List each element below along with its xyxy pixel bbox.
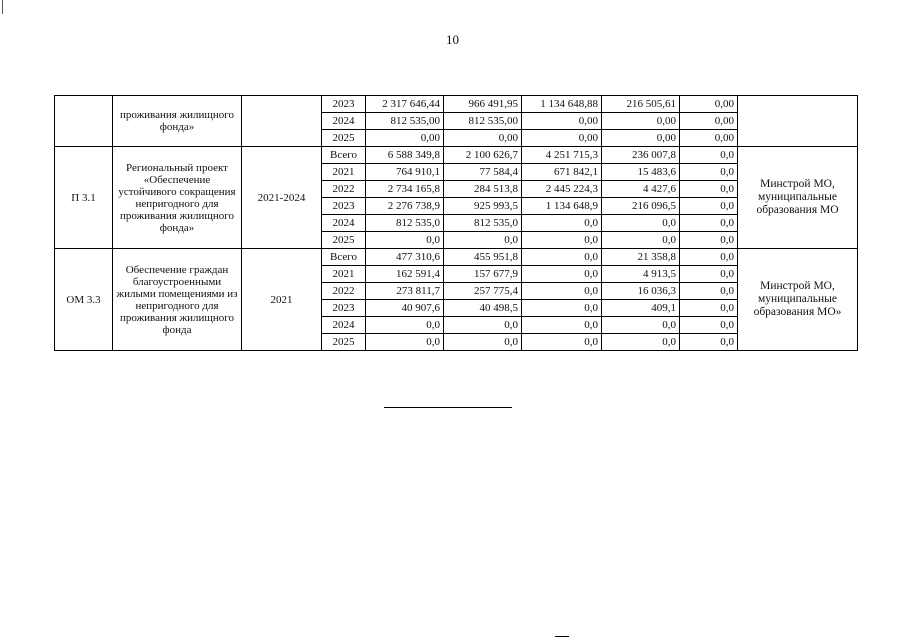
- other-cell: 0,0: [680, 181, 738, 198]
- total-cell: 2 317 646,44: [366, 96, 444, 113]
- year-cell: 2025: [322, 130, 366, 147]
- year-cell: 2025: [322, 334, 366, 351]
- footer-mark: [555, 636, 569, 637]
- regional-cell: 0,0: [522, 215, 602, 232]
- total-cell: 2 734 165,8: [366, 181, 444, 198]
- federal-cell: 284 513,8: [444, 181, 522, 198]
- federal-cell: 157 677,9: [444, 266, 522, 283]
- other-cell: 0,00: [680, 130, 738, 147]
- regional-cell: 1 134 648,9: [522, 198, 602, 215]
- table-row: [55, 96, 858, 113]
- year-cell: 2021: [322, 164, 366, 181]
- municipal-cell: 216 505,61: [602, 96, 680, 113]
- total-cell: 0,0: [366, 232, 444, 249]
- regional-cell: 4 251 715,3: [522, 147, 602, 164]
- other-cell: 0,0: [680, 283, 738, 300]
- year-cell: 2021: [322, 266, 366, 283]
- regional-cell: 0,0: [522, 266, 602, 283]
- regional-cell: 2 445 224,3: [522, 181, 602, 198]
- municipal-cell: 21 358,8: [602, 249, 680, 266]
- year-cell: Всего: [322, 249, 366, 266]
- municipal-cell: 4 913,5: [602, 266, 680, 283]
- other-cell: 0,0: [680, 232, 738, 249]
- other-cell: 0,00: [680, 113, 738, 130]
- table-body: [55, 96, 858, 351]
- row-period-cell: 2021: [242, 249, 322, 351]
- other-cell: 0,0: [680, 334, 738, 351]
- other-cell: 0,00: [680, 96, 738, 113]
- regional-cell: 1 134 648,88: [522, 96, 602, 113]
- row-name-cell: Обеспечение граждан благоустроенными жилыми помещениями из непригодного для проживания жилищного фонда: [113, 249, 242, 351]
- year-cell: 2024: [322, 317, 366, 334]
- total-cell: 0,0: [366, 334, 444, 351]
- year-cell: 2022: [322, 181, 366, 198]
- total-cell: 764 910,1: [366, 164, 444, 181]
- other-cell: 0,0: [680, 300, 738, 317]
- federal-cell: 455 951,8: [444, 249, 522, 266]
- regional-cell: 0,0: [522, 283, 602, 300]
- regional-cell: 0,0: [522, 317, 602, 334]
- total-cell: 6 588 349,8: [366, 147, 444, 164]
- other-cell: 0,0: [680, 249, 738, 266]
- year-cell: 2023: [322, 96, 366, 113]
- total-cell: 812 535,00: [366, 113, 444, 130]
- municipal-cell: 0,00: [602, 113, 680, 130]
- scan-edge-mark: [2, 0, 3, 14]
- table-row: [55, 147, 858, 164]
- other-cell: 0,0: [680, 164, 738, 181]
- other-cell: 0,0: [680, 215, 738, 232]
- year-cell: 2025: [322, 232, 366, 249]
- budget-table: [54, 95, 858, 351]
- total-cell: 0,0: [366, 317, 444, 334]
- federal-cell: 812 535,0: [444, 215, 522, 232]
- year-cell: Всего: [322, 147, 366, 164]
- row-name-cell: Региональный проект «Обеспечение устойчивого сокращения непригодного для проживания жилищного фонда»: [113, 147, 242, 249]
- other-cell: 0,0: [680, 266, 738, 283]
- regional-cell: 0,0: [522, 249, 602, 266]
- municipal-cell: 216 096,5: [602, 198, 680, 215]
- federal-cell: 0,0: [444, 317, 522, 334]
- year-cell: 2024: [322, 113, 366, 130]
- other-cell: 0,0: [680, 147, 738, 164]
- row-code-cell: [55, 96, 113, 147]
- other-cell: 0,0: [680, 198, 738, 215]
- federal-cell: 0,0: [444, 232, 522, 249]
- table-row: [55, 249, 858, 266]
- executor-cell: [738, 96, 858, 147]
- federal-cell: 0,00: [444, 130, 522, 147]
- regional-cell: 671 842,1: [522, 164, 602, 181]
- year-cell: 2024: [322, 215, 366, 232]
- federal-cell: 812 535,00: [444, 113, 522, 130]
- municipal-cell: 16 036,3: [602, 283, 680, 300]
- federal-cell: 77 584,4: [444, 164, 522, 181]
- federal-cell: 257 775,4: [444, 283, 522, 300]
- federal-cell: 925 993,5: [444, 198, 522, 215]
- municipal-cell: 236 007,8: [602, 147, 680, 164]
- executor-cell: Минстрой МО, муниципальные образования МО: [738, 147, 858, 249]
- row-period-cell: [242, 96, 322, 147]
- federal-cell: 966 491,95: [444, 96, 522, 113]
- page-number: 10: [446, 32, 459, 47]
- municipal-cell: 0,0: [602, 215, 680, 232]
- executor-cell: Минстрой МО, муниципальные образования МО»: [738, 249, 858, 351]
- municipal-cell: 15 483,6: [602, 164, 680, 181]
- total-cell: 273 811,7: [366, 283, 444, 300]
- total-cell: 2 276 738,9: [366, 198, 444, 215]
- row-code-cell: П 3.1: [55, 147, 113, 249]
- regional-cell: 0,0: [522, 232, 602, 249]
- total-cell: 40 907,6: [366, 300, 444, 317]
- year-cell: 2023: [322, 198, 366, 215]
- row-code-cell: ОМ 3.3: [55, 249, 113, 351]
- total-cell: 0,00: [366, 130, 444, 147]
- year-cell: 2022: [322, 283, 366, 300]
- total-cell: 162 591,4: [366, 266, 444, 283]
- year-cell: 2023: [322, 300, 366, 317]
- municipal-cell: 0,0: [602, 334, 680, 351]
- municipal-cell: 0,0: [602, 232, 680, 249]
- end-divider-line: [384, 407, 512, 408]
- row-name-cell: проживания жилищного фонда»: [113, 96, 242, 147]
- regional-cell: 0,0: [522, 334, 602, 351]
- federal-cell: 0,0: [444, 334, 522, 351]
- total-cell: 477 310,6: [366, 249, 444, 266]
- row-period-cell: 2021-2024: [242, 147, 322, 249]
- regional-cell: 0,00: [522, 113, 602, 130]
- municipal-cell: 4 427,6: [602, 181, 680, 198]
- federal-cell: 2 100 626,7: [444, 147, 522, 164]
- municipal-cell: 0,00: [602, 130, 680, 147]
- regional-cell: 0,0: [522, 300, 602, 317]
- federal-cell: 40 498,5: [444, 300, 522, 317]
- municipal-cell: 0,0: [602, 317, 680, 334]
- regional-cell: 0,00: [522, 130, 602, 147]
- municipal-cell: 409,1: [602, 300, 680, 317]
- other-cell: 0,0: [680, 317, 738, 334]
- total-cell: 812 535,0: [366, 215, 444, 232]
